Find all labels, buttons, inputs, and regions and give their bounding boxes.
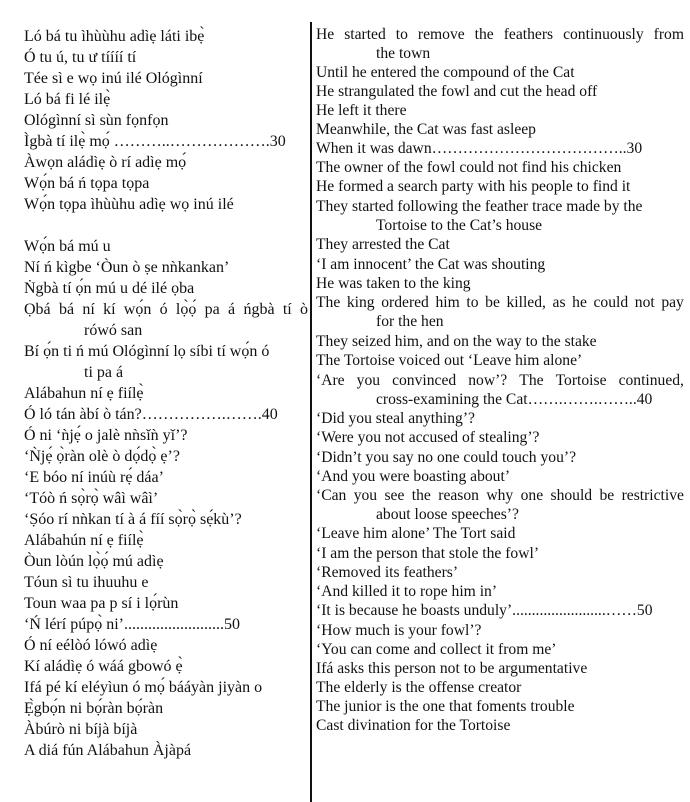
yoruba-line: A diá fún Alábahun Àjàpá [24,742,192,759]
yoruba-line: Toun waa pa p sí i lọ́rùn [24,595,179,612]
yoruba-line: Wọ́n bá mú u [24,238,111,255]
yoruba-line: Bí ọ́n ti ń mú Ológìnní lọ síbi tí wọ́n ó [24,343,270,360]
yoruba-line: ti pa á [84,364,124,381]
english-line: He started to remove the feathers continuously from [316,26,684,43]
english-line: Meanwhile, the Cat was fast asleep [316,121,536,138]
english-line: Until he entered the compound of the Cat [316,64,575,81]
yoruba-line: Ẹ̀gbọ́n ni bọ́ràn bọ́ràn [24,700,164,717]
english-line: ‘Leave him alone’ The Tort said [316,525,516,542]
yoruba-line: Wọ́n tọpa ìhùùhu adìẹ wọ inú ilé [24,196,234,213]
english-line: Cast divination for the Tortoise [316,717,511,734]
english-line: They seized him, and on the way to the stake [316,333,597,350]
yoruba-line: ‘Ń lérí púpọ̀ ni’.........................50 [24,616,240,633]
yoruba-line: Tóun sì tu ihuuhu e [24,574,149,591]
yoruba-line: ‘E bóo ní inúù rẹ́ dáa’ [24,469,164,486]
english-line: The owner of the fowl could not find his chicken [316,159,622,176]
english-line: about loose speeches’? [376,506,519,523]
english-line: He formed a search party with his people to find it [316,178,631,195]
yoruba-line: Alábahún ní ẹ fiílẹ̀ [24,532,144,549]
english-line: ‘You can come and collect it from me’ [316,641,557,658]
yoruba-line: Wọ́n bá ń tọpa tọpa [24,175,150,192]
english-line: ‘How much is your fowl’? [316,622,482,639]
yoruba-line: rówó san [84,322,143,339]
yoruba-line: Ó ní eélòó lówó adìẹ [24,637,158,654]
english-line: He strangulated the fowl and cut the head off [316,83,598,100]
english-line: Ifá asks this person not to be argumentative [316,660,588,677]
yoruba-line: Ọbá bá ní kí wọ́n ó lọ̀ọ́ pa á ńgbà tí ò [24,301,308,318]
yoruba-line: Ó tu ú, tu ư tíííí tí [24,49,137,66]
yoruba-line: Ló bá fi lé ilẹ̀ [24,91,111,108]
english-line: ‘Can you see the reason why one should be restrictive [316,487,684,504]
yoruba-line: Ṅgbà tí ọ́n mú u dé ilé ọba [24,280,195,297]
column-divider [310,22,312,802]
yoruba-line: Ní ń kìgbe ‘Òun ò ṣe nǹkankan’ [24,259,230,276]
english-line: ‘Didn’t you say no one could touch you’? [316,449,576,466]
english-line: The elderly is the offense creator [316,679,522,696]
english-line: They arrested the Cat [316,236,450,253]
yoruba-line: Ó ni ‘ǹjẹ́ o jalè nǹsǐǹ yǐ’? [24,427,188,444]
english-line: ‘And killed it to rope him in’ [316,583,498,600]
yoruba-line: Àwọn aládìẹ ò rí adìẹ mọ́ [24,154,187,171]
yoruba-line: ‘Ṣóo rí nǹkan tí à á fíí sọ̀rọ̀ sẹ́kù’? [24,511,242,528]
yoruba-line: Ló bá tu ìhùùhu adìẹ láti ibẹ̀ [24,28,205,45]
yoruba-line: Àbúrò ni bíjà bíjà [24,721,138,738]
english-line: ‘It is because he boasts unduly’........................……50 [316,602,653,619]
english-line: ‘Removed its feathers’ [316,564,459,581]
english-line: When it was dawn………………………………..30 [316,140,643,157]
yoruba-line: Alábahun ní ẹ fiílẹ̀ [24,385,144,402]
english-line: He was taken to the king [316,275,471,292]
yoruba-line: Ó ló tán àbí ò tán?…………….…….40 [24,406,278,423]
yoruba-line: Ifá pé kí eléyìun ó mọ́ bááyàn jiyàn o [24,679,263,696]
yoruba-line: ‘Ǹjẹ́ ọ̀ràn olè ò dọ́dọ̀ ẹ’? [24,448,180,465]
english-line: ‘Are you convinced now’? The Tortoise continued, [316,372,684,389]
english-line: ‘Did you steal anything’? [316,410,475,427]
yoruba-line: ‘Tóò ń sọ̀rọ̀ wâì wâì’ [24,490,159,507]
english-line: Tortoise to the Cat’s house [376,217,543,234]
yoruba-line: Ìgbà tí ilẹ̀ mọ́ ………..……………….30 [24,133,286,150]
yoruba-line: Ológìnní sì sùn fọnfọn [24,112,169,129]
yoruba-line: Kí aládìẹ ó wáá gbowó ẹ̀ [24,658,183,675]
english-line: for the hen [376,313,444,330]
english-line: the town [376,45,431,62]
yoruba-line: Tée sì e wọ inú ilé Ológìnní [24,70,203,87]
english-line: The junior is the one that foments trouble [316,698,575,715]
english-line: ‘I am the person that stole the fowl’ [316,545,540,562]
yoruba-line: Òun lòún lọ̀ọ́ mú adìẹ [24,553,164,570]
english-line: They started following the feather trace made by the [316,198,643,215]
english-line: ‘And you were boasting about’ [316,468,511,485]
english-line: The king ordered him to be killed, as he could not pay [316,294,684,311]
english-line: cross-examining the Cat…….…….……..40 [376,391,653,408]
english-line: He left it there [316,102,407,119]
english-line: ‘Were you not accused of stealing’? [316,429,540,446]
english-line: The Tortoise voiced out ‘Leave him alone’ [316,352,583,369]
english-line: ‘I am innocent’ the Cat was shouting [316,256,546,273]
